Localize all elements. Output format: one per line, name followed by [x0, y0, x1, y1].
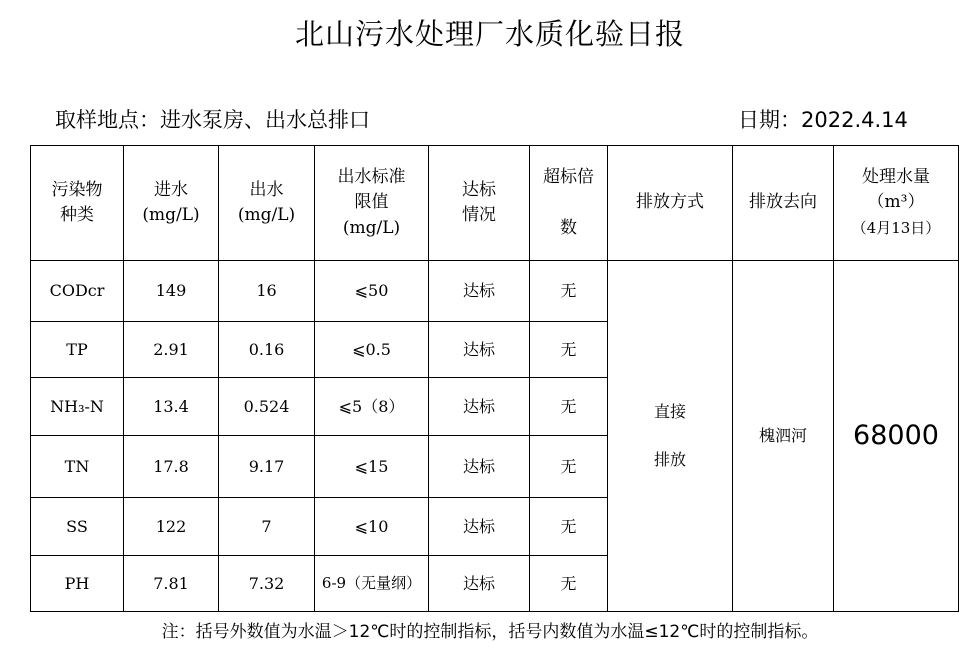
header-compliance-line1: 达标	[462, 179, 496, 200]
cell-outflow: 0.16	[219, 322, 315, 378]
cell-exceed: 无	[530, 378, 608, 436]
cell-outflow: 16	[219, 261, 315, 322]
header-discharge-method: 排放方式	[608, 146, 733, 261]
cell-exceed: 无	[530, 261, 608, 322]
header-compliance-line2: 情况	[462, 205, 496, 225]
header-inflow	[124, 146, 219, 261]
cell-inflow: 2.91	[124, 322, 219, 378]
cell-pollutant: CODcr	[31, 261, 124, 322]
header-limit-line3: (mg/L)	[342, 217, 401, 238]
cell-volume: 68000	[834, 261, 959, 612]
cell-outflow: 7.32	[219, 556, 315, 612]
cell-limit: ⩽5（8）	[315, 378, 429, 436]
header-row	[31, 146, 959, 261]
cell-limit: ⩽15	[315, 436, 429, 498]
header-outflow-line1: 出水	[249, 179, 284, 200]
header-pollutant-line2: 种类	[60, 205, 94, 225]
cell-compliance: 达标	[429, 322, 530, 378]
header-pollutant	[31, 146, 124, 261]
cell-pollutant: PH	[31, 556, 124, 612]
discharge-method-line2: 排放	[653, 450, 686, 469]
discharge-method-line1: 直接	[653, 402, 686, 421]
header-limit-line1: 出水标准	[337, 166, 406, 187]
cell-pollutant: NH₃-N	[31, 378, 124, 436]
cell-outflow: 7	[219, 498, 315, 556]
cell-compliance: 达标	[429, 378, 530, 436]
cell-compliance: 达标	[429, 556, 530, 612]
cell-exceed: 无	[530, 498, 608, 556]
header-volume	[834, 146, 959, 261]
cell-exceed: 无	[530, 556, 608, 612]
header-volume-line2: （m³）	[867, 192, 925, 213]
cell-inflow: 17.8	[124, 436, 219, 498]
report-date: 日期：2022.4.14	[738, 108, 908, 132]
header-inflow-line1: 进水	[154, 179, 188, 200]
header-pollutant-line1: 污染物	[51, 179, 103, 200]
cell-pollutant: TP	[31, 322, 124, 378]
cell-limit: ⩽0.5	[315, 322, 429, 378]
header-compliance	[429, 146, 530, 261]
cell-exceed: 无	[530, 322, 608, 378]
cell-inflow: 122	[124, 498, 219, 556]
report-title: 北山污水处理厂水质化验日报	[294, 17, 685, 51]
cell-inflow: 13.4	[124, 378, 219, 436]
header-exceed-line1: 超标倍	[543, 166, 594, 187]
cell-outflow: 9.17	[219, 436, 315, 498]
header-limit	[315, 146, 429, 261]
cell-pollutant: TN	[31, 436, 124, 498]
cell-discharge-method	[608, 261, 733, 612]
header-volume-line1: 处理水量	[862, 166, 930, 187]
cell-outflow: 0.524	[219, 378, 315, 436]
footnote: 注：括号外数值为水温＞12℃时的控制指标，括号内数值为水温≤12℃时的控制指标。	[161, 622, 819, 642]
cell-limit: ⩽50	[315, 261, 429, 322]
header-outflow-line2: (mg/L)	[237, 205, 296, 225]
header-discharge-destination: 排放去向	[733, 146, 834, 261]
cell-exceed: 无	[530, 436, 608, 498]
header-limit-line2: 限值	[354, 192, 389, 213]
header-outflow	[219, 146, 315, 261]
cell-compliance: 达标	[429, 498, 530, 556]
cell-discharge-destination: 槐泗河	[733, 261, 834, 612]
table-row	[31, 261, 959, 322]
header-volume-line3: （4月13日）	[851, 218, 941, 237]
water-quality-table	[30, 145, 959, 612]
header-exceed	[530, 146, 608, 261]
cell-compliance: 达标	[429, 436, 530, 498]
sampling-location: 取样地点：进水泵房、出水总排口	[55, 108, 370, 132]
cell-limit: ⩽10	[315, 498, 429, 556]
cell-pollutant: SS	[31, 498, 124, 556]
cell-inflow: 149	[124, 261, 219, 322]
header-exceed-line2: 数	[560, 217, 577, 238]
cell-compliance: 达标	[429, 261, 530, 322]
cell-limit: 6-9（无量纲）	[315, 556, 429, 612]
header-inflow-line2: (mg/L)	[142, 205, 200, 225]
cell-inflow: 7.81	[124, 556, 219, 612]
